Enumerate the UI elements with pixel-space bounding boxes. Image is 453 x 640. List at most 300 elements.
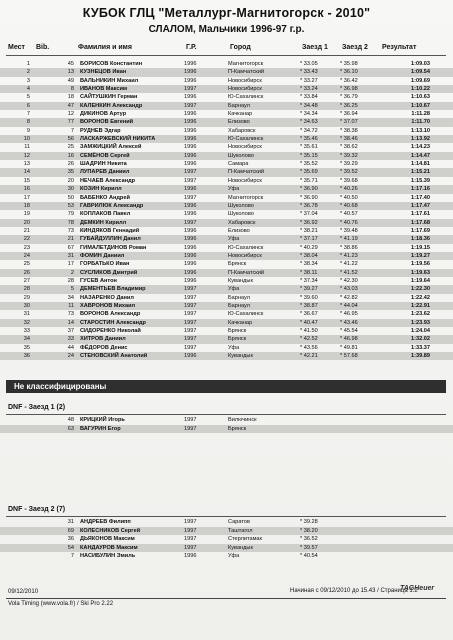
table-row bbox=[0, 302, 453, 310]
table-row bbox=[0, 110, 453, 118]
run2-cell: * 39.52 bbox=[340, 169, 358, 176]
city-cell: Хабаровск bbox=[228, 127, 256, 134]
bib-cell: 24 bbox=[67, 353, 74, 360]
table-row bbox=[0, 68, 453, 76]
not-classified-bar bbox=[6, 380, 446, 393]
run2-cell: * 39.68 bbox=[340, 177, 358, 184]
run1-cell: * 34.72 bbox=[300, 127, 318, 134]
result-cell: 1:09.03 bbox=[411, 61, 430, 67]
rank-cell: 16 bbox=[23, 186, 30, 193]
dnf2-label: DNF - Заезд 2 (7) bbox=[8, 506, 66, 513]
run1-cell: * 38.20 bbox=[300, 527, 318, 534]
table-row bbox=[0, 285, 453, 293]
year-cell: 1996 bbox=[184, 61, 197, 67]
rank-cell: 9 bbox=[26, 127, 30, 134]
name-cell: ВОРОНОВ Евгений bbox=[80, 119, 134, 126]
rank-cell: 34 bbox=[23, 336, 30, 343]
table-row bbox=[0, 227, 453, 235]
result-cell: 1:13.92 bbox=[411, 136, 430, 143]
city-cell: П-Камчатский bbox=[228, 69, 264, 76]
run2-cell: * 40.50 bbox=[340, 194, 358, 201]
bib-cell: 63 bbox=[67, 425, 74, 432]
result-cell: 1:13.10 bbox=[411, 127, 430, 134]
page-subtitle: СЛАЛОМ, Мальчики 1996-97 г.р. bbox=[148, 24, 305, 35]
table-row bbox=[0, 235, 453, 243]
name-cell: КРИЦКИЙ Игорь bbox=[80, 417, 125, 423]
year-cell: 1996 bbox=[184, 269, 197, 276]
rank-cell: 2 bbox=[26, 69, 30, 76]
name-cell: ХИТРОВ Даниил bbox=[80, 336, 126, 343]
result-cell: 1:19.56 bbox=[411, 261, 430, 268]
run1-cell: * 39.57 bbox=[300, 544, 318, 551]
result-cell: 1:17.47 bbox=[411, 202, 430, 209]
rank-cell: 25 bbox=[23, 261, 30, 268]
city-cell: Вилючинск bbox=[228, 417, 257, 423]
run1-cell: * 34.34 bbox=[300, 111, 318, 118]
result-cell: 1:09.69 bbox=[411, 77, 430, 84]
name-cell: ГОРБАТЬКО Иван bbox=[80, 261, 130, 268]
table-row bbox=[0, 168, 453, 176]
bib-cell: 20 bbox=[67, 177, 74, 184]
rank-cell: 19 bbox=[23, 211, 30, 218]
rank-cell: 28 bbox=[23, 286, 30, 293]
run1-cell: * 37.34 bbox=[300, 277, 318, 284]
city-cell: П-Камчатский bbox=[228, 269, 264, 276]
bib-cell: 50 bbox=[67, 194, 74, 201]
year-cell: 1996 bbox=[184, 94, 197, 101]
bib-cell: 7 bbox=[70, 127, 74, 134]
dnf1-divider bbox=[6, 414, 446, 415]
run1-cell: * 38.11 bbox=[300, 269, 318, 276]
table-row bbox=[0, 152, 453, 160]
bib-cell: 36 bbox=[67, 536, 74, 543]
run1-cell: * 36.67 bbox=[300, 311, 318, 318]
run2-cell: * 36.98 bbox=[340, 86, 358, 93]
bib-cell: 12 bbox=[67, 111, 74, 118]
bib-cell: 47 bbox=[67, 102, 74, 109]
rank-cell: 29 bbox=[23, 294, 30, 301]
run2-cell: * 40.26 bbox=[340, 186, 358, 193]
rank-cell: 36 bbox=[23, 353, 30, 360]
result-cell: 1:15.39 bbox=[411, 177, 430, 184]
run1-cell: * 33.43 bbox=[300, 69, 318, 76]
table-row bbox=[0, 252, 453, 260]
table-row bbox=[0, 319, 453, 327]
name-cell: ЛУПАРЕВ Даниил bbox=[80, 169, 130, 176]
bib-cell: 13 bbox=[67, 69, 74, 76]
run2-cell: * 38.62 bbox=[340, 144, 358, 151]
year-cell: 1997 bbox=[184, 302, 197, 309]
name-cell: БОРИСОВ Константин bbox=[80, 61, 143, 67]
run2-cell: * 38.86 bbox=[340, 244, 358, 251]
result-cell: 1:17.61 bbox=[411, 211, 430, 218]
dnf2-divider bbox=[6, 516, 446, 517]
run1-cell: * 41.50 bbox=[300, 328, 318, 334]
city-cell: Ю-Сахалинск bbox=[228, 311, 264, 318]
table-row bbox=[0, 277, 453, 285]
name-cell: КОЗИН Кирилл bbox=[80, 186, 122, 193]
year-cell: 1997 bbox=[184, 169, 197, 176]
run1-cell: * 33.24 bbox=[300, 86, 318, 93]
name-cell: ФЁДОРОВ Денис bbox=[80, 344, 128, 351]
name-cell: ВОРОНОВ Александр bbox=[80, 311, 141, 318]
run2-cell: * 39.32 bbox=[340, 152, 358, 159]
table-row bbox=[0, 93, 453, 101]
city-cell: Уфа bbox=[228, 286, 240, 293]
footer-info: Начиная с 09/12/2010 до 15.43 / Страница 1.2 bbox=[290, 588, 418, 594]
city-cell: Магнитогорск bbox=[228, 61, 264, 67]
result-cell: 1:09.54 bbox=[411, 69, 430, 76]
rank-cell: 24 bbox=[23, 252, 30, 259]
city-cell: Хабаровск bbox=[228, 219, 256, 226]
rank-cell: 32 bbox=[23, 319, 30, 326]
page-title: КУБОК ГЛЦ "Металлург-Магнитогорск - 2010" bbox=[82, 6, 371, 20]
table-row bbox=[0, 185, 453, 193]
bib-cell: 49 bbox=[67, 77, 74, 84]
bib-cell: 48 bbox=[67, 417, 74, 423]
year-cell: 1996 bbox=[184, 353, 197, 360]
year-cell: 1997 bbox=[184, 417, 197, 423]
year-cell: 1996 bbox=[184, 144, 197, 151]
rank-cell: 31 bbox=[23, 311, 30, 318]
table-row bbox=[0, 294, 453, 302]
run2-cell: * 40.57 bbox=[340, 211, 358, 218]
result-cell: 1:22.91 bbox=[411, 302, 430, 309]
rank-cell: 1 bbox=[26, 61, 30, 67]
name-cell: ХАВРОНОВ Михаил bbox=[80, 302, 136, 309]
name-cell: ДЕМКИН Кирилл bbox=[80, 219, 127, 226]
run1-cell: * 36.90 bbox=[300, 186, 318, 193]
col-result-header: Результат bbox=[382, 44, 417, 51]
year-cell: 1996 bbox=[184, 186, 197, 193]
table-row bbox=[0, 518, 453, 527]
dnf2-table bbox=[0, 518, 453, 561]
table-row bbox=[0, 135, 453, 143]
run2-cell: * 42.82 bbox=[340, 294, 358, 301]
table-row bbox=[0, 219, 453, 227]
year-cell: 1997 bbox=[184, 328, 197, 334]
name-cell: СИДОРЕНКО Николай bbox=[80, 328, 141, 334]
run1-cell: * 43.56 bbox=[300, 344, 318, 351]
result-cell: 1:10.67 bbox=[411, 102, 430, 109]
result-cell: 1:11.28 bbox=[411, 111, 430, 118]
run1-cell: * 34.63 bbox=[300, 119, 318, 126]
table-row bbox=[0, 118, 453, 126]
run1-cell: * 39.60 bbox=[300, 294, 318, 301]
run2-cell: * 41.23 bbox=[340, 252, 358, 259]
bib-cell: 28 bbox=[67, 277, 74, 284]
bib-cell: 30 bbox=[67, 186, 74, 193]
run2-cell: * 39.29 bbox=[340, 161, 358, 168]
bib-cell: 56 bbox=[67, 136, 74, 143]
rank-cell: 12 bbox=[23, 152, 30, 159]
city-cell: Брянск bbox=[228, 425, 247, 432]
bib-cell: 67 bbox=[67, 244, 74, 251]
name-cell: НАЗАРЕНКО Данил bbox=[80, 294, 134, 301]
name-cell: БАБЕНКО Андрей bbox=[80, 194, 130, 201]
footer-date: 09/12/2010 bbox=[8, 589, 39, 595]
city-cell: Новосибирск bbox=[228, 86, 262, 93]
result-cell: 1:23.93 bbox=[411, 319, 430, 326]
run2-cell: * 38.38 bbox=[340, 127, 358, 134]
col-run1-header: Заезд 1 bbox=[302, 44, 328, 51]
run1-cell: * 36.78 bbox=[300, 202, 318, 209]
name-cell: КОЛЕСНИКОВ Сергей bbox=[80, 527, 141, 534]
run1-cell: * 37.04 bbox=[300, 211, 318, 218]
run1-cell: * 38.21 bbox=[300, 227, 318, 234]
city-cell: Брянск bbox=[228, 328, 247, 334]
run1-cell: * 35.15 bbox=[300, 152, 318, 159]
bib-cell: 77 bbox=[67, 119, 74, 126]
rank-cell: 7 bbox=[26, 111, 30, 118]
name-cell: ГУСЕВ Антон bbox=[80, 277, 117, 284]
rank-cell: 13 bbox=[23, 161, 30, 168]
bib-cell: 37 bbox=[67, 328, 74, 334]
table-row bbox=[0, 210, 453, 218]
table-row bbox=[0, 425, 453, 434]
table-row bbox=[0, 85, 453, 93]
year-cell: 1996 bbox=[184, 252, 197, 259]
col-bib-header: Bib. bbox=[36, 44, 50, 51]
city-cell: Шуколово bbox=[228, 211, 254, 218]
table-row bbox=[0, 527, 453, 536]
run2-cell: * 38.46 bbox=[340, 136, 358, 143]
footer-software: Vola Timing (www.vola.fr) / Ski Pro 2.22 bbox=[8, 601, 114, 607]
bib-cell: 69 bbox=[67, 527, 74, 534]
name-cell: СУСЛИКОВ Дмитрий bbox=[80, 269, 138, 276]
bib-cell: 33 bbox=[67, 336, 74, 343]
city-cell: Ю-Сахалинск bbox=[228, 136, 264, 143]
bib-cell: 17 bbox=[67, 261, 74, 268]
bib-cell: 11 bbox=[68, 302, 74, 309]
name-cell: ДЕМЕНТЬЕВ Владимир bbox=[80, 286, 146, 293]
run1-cell: * 40.54 bbox=[300, 553, 318, 560]
city-cell: Кувандык bbox=[228, 544, 253, 551]
year-cell: 1996 bbox=[184, 211, 197, 218]
result-cell: 1:39.89 bbox=[411, 353, 430, 360]
rank-cell: 33 bbox=[23, 328, 30, 334]
name-cell: КАЛЕНКИН Александр bbox=[80, 102, 143, 109]
run1-cell: * 40.47 bbox=[300, 319, 318, 326]
bib-cell: 18 bbox=[67, 94, 74, 101]
run2-cell: * 37.07 bbox=[340, 119, 358, 126]
table-row bbox=[0, 416, 453, 425]
run1-cell: * 42.21 bbox=[300, 353, 318, 360]
name-cell: САЙТУШКИН Герман bbox=[80, 94, 138, 101]
col-year-header: Г.Р. bbox=[186, 44, 197, 51]
run1-cell: * 38.34 bbox=[300, 261, 318, 268]
bib-cell: 73 bbox=[67, 227, 74, 234]
run2-cell: * 41.52 bbox=[340, 269, 358, 276]
city-cell: Кувандык bbox=[228, 277, 253, 284]
name-cell: ЗАМЖИЦКИЙ Алексей bbox=[80, 144, 142, 151]
run1-cell: * 38.04 bbox=[300, 252, 318, 259]
run2-cell: * 36.94 bbox=[340, 111, 358, 118]
city-cell: Ю-Сахалинск bbox=[228, 94, 264, 101]
results-table bbox=[0, 60, 453, 360]
year-cell: 1996 bbox=[184, 119, 197, 126]
result-cell: 1:19.64 bbox=[411, 277, 430, 284]
city-cell: Саратов bbox=[228, 519, 250, 525]
bib-cell: 31 bbox=[67, 252, 74, 259]
city-cell: Брянск bbox=[228, 336, 247, 343]
result-cell: 1:17.68 bbox=[411, 219, 430, 226]
col-name-header: Фамилия и имя bbox=[78, 44, 132, 51]
name-cell: СТЕНОВСКИЙ Анатолий bbox=[80, 353, 148, 360]
dnf1-label: DNF - Заезд 1 (2) bbox=[8, 404, 66, 411]
city-cell: Самара bbox=[228, 161, 249, 168]
rank-cell: 22 bbox=[23, 236, 30, 243]
table-row bbox=[0, 552, 453, 561]
bib-cell: 21 bbox=[67, 236, 74, 243]
name-cell: НАСИБУЛИН Эмиль bbox=[80, 553, 136, 560]
name-cell: ФОМИН Даниил bbox=[80, 252, 125, 259]
run2-cell: * 39.48 bbox=[340, 227, 358, 234]
city-cell: Шуколово bbox=[228, 152, 254, 159]
run2-cell: * 40.68 bbox=[340, 202, 358, 209]
result-cell: 1:19.27 bbox=[411, 252, 430, 259]
table-row bbox=[0, 544, 453, 553]
name-cell: ГАВРИЛЮК Александр bbox=[80, 202, 144, 209]
run1-cell: * 39.27 bbox=[300, 286, 318, 293]
name-cell: КАНДАУРОВ Максим bbox=[80, 544, 138, 551]
year-cell: 1997 bbox=[184, 219, 197, 226]
name-cell: ГУБАЙДУЛЛИН Данил bbox=[80, 236, 141, 243]
result-cell: 1:19.63 bbox=[411, 269, 430, 276]
city-cell: Качканар bbox=[228, 111, 253, 118]
year-cell: 1996 bbox=[184, 152, 197, 159]
run1-cell: * 36.92 bbox=[300, 219, 318, 226]
dnf1-table bbox=[0, 416, 453, 433]
result-cell: 1:14.81 bbox=[411, 161, 430, 168]
bib-cell: 5 bbox=[70, 286, 74, 293]
name-cell: ВАГУРИН Егор bbox=[80, 425, 121, 432]
run1-cell: * 33.84 bbox=[300, 94, 318, 101]
footer-divider bbox=[6, 598, 446, 599]
name-cell: РУДНЕВ Эдгар bbox=[80, 127, 121, 134]
run2-cell: * 43.03 bbox=[340, 286, 358, 293]
run2-cell: * 41.19 bbox=[340, 236, 358, 243]
bib-cell: 14 bbox=[67, 319, 74, 326]
year-cell: 1997 bbox=[184, 102, 197, 109]
rank-cell: 14 bbox=[23, 169, 30, 176]
run2-cell: * 49.81 bbox=[340, 344, 358, 351]
run1-cell: * 38.87 bbox=[300, 302, 318, 309]
run2-cell: * 36.25 bbox=[340, 102, 358, 109]
result-cell: 1:22.42 bbox=[411, 294, 430, 301]
run2-cell: * 43.46 bbox=[340, 319, 358, 326]
run1-cell: * 35.69 bbox=[300, 169, 318, 176]
run1-cell: * 33.05 bbox=[300, 61, 318, 67]
table-row bbox=[0, 335, 453, 343]
rank-cell: 30 bbox=[23, 302, 30, 309]
table-row bbox=[0, 102, 453, 110]
city-cell: Таштагол bbox=[228, 527, 253, 534]
year-cell: 1996 bbox=[184, 553, 197, 560]
col-city-header: Город bbox=[230, 44, 251, 51]
year-cell: 1997 bbox=[184, 336, 197, 343]
result-cell: 1:10.63 bbox=[411, 94, 430, 101]
table-row bbox=[0, 160, 453, 168]
name-cell: ШАДРИН Никита bbox=[80, 161, 127, 168]
run1-cell: * 36.90 bbox=[300, 194, 318, 201]
result-cell: 1:18.36 bbox=[411, 236, 430, 243]
rank-cell: 11 bbox=[24, 144, 30, 151]
result-cell: 1:15.21 bbox=[411, 169, 430, 176]
bib-cell: 79 bbox=[67, 211, 74, 218]
city-cell: Барнаул bbox=[228, 102, 250, 109]
bib-cell: 54 bbox=[67, 544, 74, 551]
city-cell: Уфа bbox=[228, 344, 240, 351]
table-row bbox=[0, 260, 453, 268]
name-cell: КУЗНЕЦОВ Иван bbox=[80, 69, 127, 76]
result-cell: 1:14.23 bbox=[411, 144, 430, 151]
run2-cell: * 46.98 bbox=[340, 336, 358, 343]
table-row bbox=[0, 310, 453, 318]
year-cell: 1997 bbox=[184, 319, 197, 326]
run1-cell: * 35.61 bbox=[300, 144, 318, 151]
year-cell: 1997 bbox=[184, 177, 197, 184]
run1-cell: * 33.27 bbox=[300, 77, 318, 84]
year-cell: 1997 bbox=[184, 86, 197, 93]
year-cell: 1996 bbox=[184, 236, 197, 243]
bib-cell: 25 bbox=[67, 144, 74, 151]
city-cell: Уфа bbox=[228, 186, 240, 193]
city-cell: Брянск bbox=[228, 261, 247, 268]
year-cell: 1997 bbox=[184, 425, 197, 432]
run1-cell: * 34.48 bbox=[300, 102, 318, 109]
bib-cell: 31 bbox=[67, 519, 74, 525]
table-row bbox=[0, 127, 453, 135]
city-cell: Новосибирск bbox=[228, 77, 262, 84]
result-cell: 1:22.30 bbox=[411, 286, 430, 293]
rank-cell: 8 bbox=[26, 119, 30, 126]
result-cell: 1:17.16 bbox=[411, 186, 430, 193]
year-cell: 1996 bbox=[184, 161, 197, 168]
rank-cell: 17 bbox=[23, 194, 30, 201]
bib-cell: 26 bbox=[67, 161, 74, 168]
result-cell: 1:24.04 bbox=[411, 328, 430, 334]
city-cell: Ю-Сахалинск bbox=[228, 244, 264, 251]
bib-cell: 8 bbox=[70, 86, 74, 93]
bib-cell: 44 bbox=[67, 344, 74, 351]
result-cell: 1:17.69 bbox=[411, 227, 430, 234]
name-cell: ДЬЯКОНОВ Максим bbox=[80, 536, 135, 543]
year-cell: 1997 bbox=[184, 294, 197, 301]
city-cell: Уфа bbox=[228, 236, 240, 243]
bib-cell: 35 bbox=[67, 169, 74, 176]
name-cell: ДИКИНОВ Артур bbox=[80, 111, 127, 118]
rank-cell: 4 bbox=[26, 86, 30, 93]
rank-cell: 23 bbox=[23, 244, 30, 251]
result-cell: 1:19.15 bbox=[411, 244, 430, 251]
year-cell: 1996 bbox=[184, 244, 197, 251]
year-cell: 1996 bbox=[184, 277, 197, 284]
city-cell: Качканар bbox=[228, 319, 253, 326]
run2-cell: * 46.95 bbox=[340, 311, 358, 318]
rank-cell: 3 bbox=[26, 77, 30, 84]
run1-cell: * 42.52 bbox=[300, 336, 318, 343]
name-cell: ИВАНОВ Максим bbox=[80, 86, 128, 93]
run2-cell: * 36.79 bbox=[340, 94, 358, 101]
year-cell: 1996 bbox=[184, 202, 197, 209]
run2-cell: * 35.98 bbox=[340, 61, 358, 67]
run1-cell: * 36.52 bbox=[300, 536, 318, 543]
name-cell: ГИМАЛЕТДИНОВ Роман bbox=[80, 244, 147, 251]
city-cell: Елизово bbox=[228, 227, 250, 234]
city-cell: Новосибирск bbox=[228, 177, 262, 184]
bib-cell: 7 bbox=[70, 553, 74, 560]
